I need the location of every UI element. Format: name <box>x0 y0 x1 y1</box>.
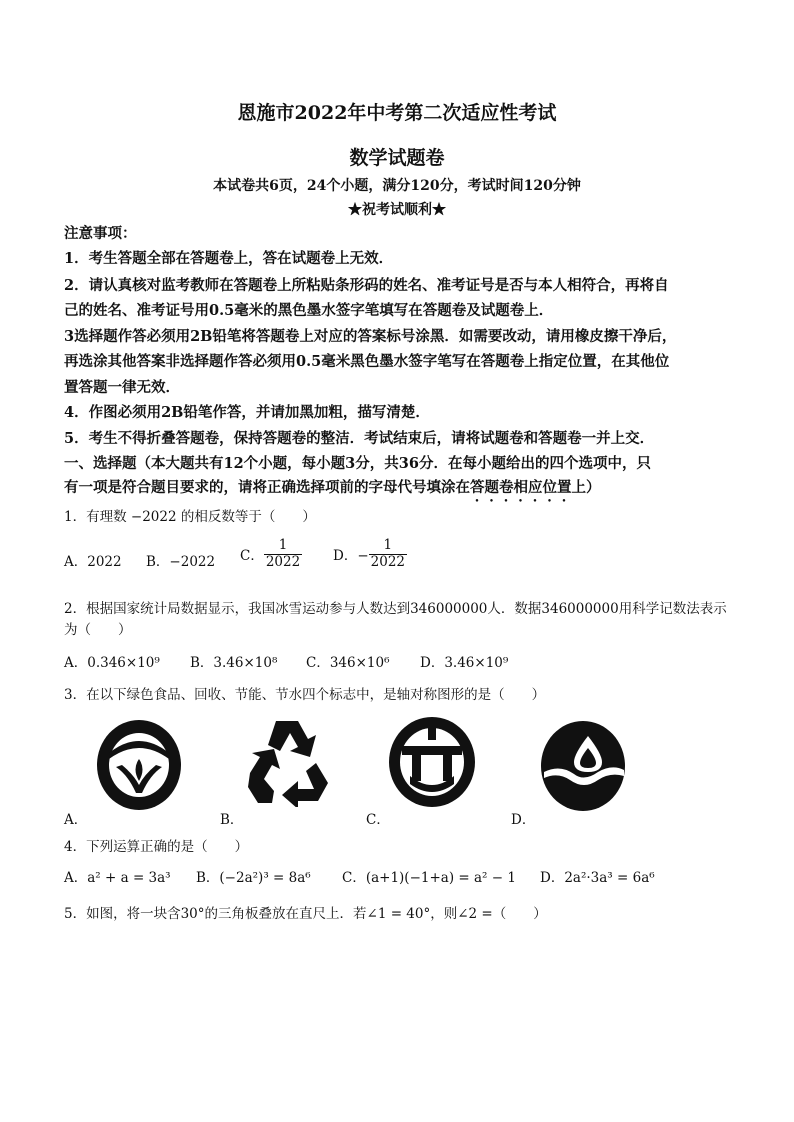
q3-option-b: B． <box>220 812 244 828</box>
fraction-numerator: 1 <box>264 538 302 555</box>
water-saving-logo-icon <box>540 720 626 812</box>
fraction-denominator: 2022 <box>265 553 301 570</box>
q1-option-d <box>333 538 407 570</box>
q1-option-d-label: D．− <box>333 548 369 565</box>
q2-option-b: B．3.46×10⁸ <box>190 655 278 671</box>
fraction-denominator: 2022 <box>370 553 405 570</box>
q1-option-b: B．−2022 <box>146 554 216 570</box>
q3-option-a: A． <box>64 812 88 828</box>
q3-option-d: D． <box>511 812 536 828</box>
note-2-line-1: 2．请认真核对监考教师在答题卷上所粘贴条形码的姓名、准考证号是否与本人相符合，再将自 <box>64 277 669 294</box>
q3-option-c: C． <box>366 812 390 828</box>
q4-option-c: C．(a+1)(−1+a) = a² − 1 <box>342 870 516 886</box>
q1-option-c-label: C． <box>240 548 264 565</box>
question-3-stem: 3．在以下绿色食品、回收、节能、节水四个标志中，是轴对称图形的是（ ） <box>64 687 546 703</box>
green-food-logo-icon <box>96 719 182 811</box>
section-1-emphasis: 答题卷相应位置 <box>470 479 572 496</box>
notes-heading: 注意事项： <box>64 225 137 242</box>
note-3-line-3: 置答题一律无效． <box>64 379 180 396</box>
q2-option-a: A．0.346×10⁹ <box>64 655 160 671</box>
energy-saving-logo-icon <box>388 716 476 808</box>
section-1-heading-line-1: 一、选择题（本大题共有12个小题，每小题3分，共36分．在每小题给出的四个选项中，只 <box>64 455 651 472</box>
q1-option-c-fraction <box>264 538 302 570</box>
q1-option-d-fraction <box>369 538 407 570</box>
question-5-stem: 5．如图，将一块含30°的三角板叠放在直尺上．若∠1 = 40°，则∠2 =（ ） <box>64 906 547 922</box>
q4-option-d: D．2a²·3a³ = 6a⁶ <box>540 870 655 886</box>
q1-option-a: A．2022 <box>64 554 122 570</box>
good-luck-line: ★祝考试顺利★ <box>348 202 446 218</box>
q1-option-c <box>240 538 302 570</box>
exam-title: 恩施市2022年中考第二次适应性考试 <box>237 102 557 124</box>
q4-option-b: B．(−2a²)³ = 8a⁶ <box>196 870 311 886</box>
note-5: 5．考生不得折叠答题卷，保持答题卷的整洁．考试结束后，请将试题卷和答题卷一并上交． <box>64 430 655 447</box>
question-1-stem: 1．有理数 −2022 的相反数等于（ ） <box>64 509 316 525</box>
section-1-text-end: 上） <box>571 479 601 496</box>
note-4: 4．作图必须用2B铅笔作答，并请加黑加粗，描写清楚． <box>64 404 430 421</box>
question-4-stem: 4．下列运算正确的是（ ） <box>64 839 249 855</box>
question-2-stem-line-1: 2．根据国家统计局数据显示，我国冰雪运动参与人数达到346000000人．数据346000000用科学记数法表示 <box>64 601 727 617</box>
q2-option-c: C．346×10⁶ <box>306 655 390 671</box>
section-1-text: 有一项是符合题目要求的，请将正确选择项前的字母代号填涂在 <box>64 479 470 496</box>
note-3-line-2: 再选涂其他答案非选择题作答必须用0.5毫米黑色墨水签字笔写在答题卷上指定位置，在其他位 <box>64 353 670 370</box>
q4-option-a: A．a² + a = 3a³ <box>64 870 171 886</box>
note-1: 1．考生答题全部在答题卷上，答在试题卷上无效． <box>64 250 394 267</box>
note-2-line-2: 己的姓名、准考证号用0.5毫米的黑色墨水签字笔填写在答题卷及试题卷上． <box>64 302 554 319</box>
section-1-heading-line-2 <box>64 476 601 505</box>
question-2-stem-line-2: 为（ ） <box>64 622 132 638</box>
fraction-numerator: 1 <box>369 538 407 555</box>
exam-info: 本试卷共6页，24个小题，满分120分，考试时间120分钟 <box>213 178 581 194</box>
recycle-logo-icon <box>246 717 330 807</box>
note-3-line-1: 3选择题作答必须用2B铅笔将答题卷上对应的答案标号涂黑．如需要改动，请用橡皮擦干净后， <box>64 328 677 345</box>
paper-subtitle: 数学试题卷 <box>349 147 445 169</box>
q2-option-d: D．3.46×10⁹ <box>420 655 509 671</box>
